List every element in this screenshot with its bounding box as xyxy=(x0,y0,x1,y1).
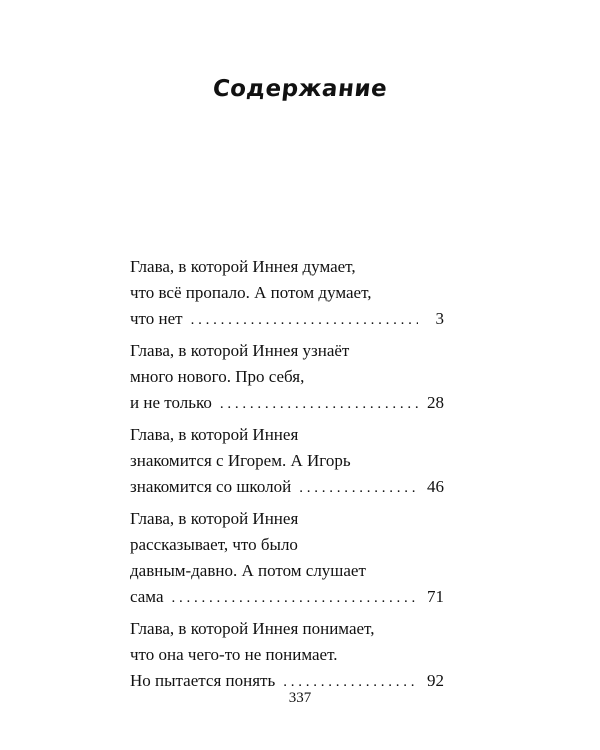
dot-leader xyxy=(191,307,418,333)
toc-page-number: 71 xyxy=(427,587,444,606)
toc-entry xyxy=(130,338,444,416)
toc-entry-line: знакомится с Игорем. А Игорь xyxy=(130,451,351,470)
toc-page-number: 28 xyxy=(427,393,444,412)
toc-entry-line: Глава, в которой Иннея xyxy=(130,509,299,528)
toc-entry-line: и не только xyxy=(130,393,212,412)
toc-entry-line: знакомится со школой xyxy=(130,477,292,496)
dot-leader xyxy=(299,475,418,501)
toc-entry-line: много нового. Про себя, xyxy=(130,367,305,386)
page-title: Содержание xyxy=(211,76,389,102)
toc-entry xyxy=(130,254,444,332)
toc-entry-line: рассказывает, что было xyxy=(130,535,298,554)
toc-entry xyxy=(130,506,444,610)
dot-leader xyxy=(172,585,419,611)
toc-entry-line: Глава, в которой Иннея узнаёт xyxy=(130,341,350,360)
toc-page-number: 3 xyxy=(435,309,444,328)
toc-entry-line: Глава, в которой Иннея xyxy=(130,425,299,444)
toc-entry-line: Но пытается понять xyxy=(130,671,276,690)
toc-page-number: 46 xyxy=(427,477,444,496)
toc-entry-line: что она чего-то не понимает. xyxy=(130,645,338,664)
toc-entry-line: Глава, в которой Иннея думает, xyxy=(130,257,356,276)
toc-entry-line: давным-давно. А потом слушает xyxy=(130,561,366,580)
toc-entry-line: Глава, в которой Иннея понимает, xyxy=(130,619,375,638)
toc-page-number: 92 xyxy=(427,671,444,690)
toc-entry-line: что всё пропало. А потом думает, xyxy=(130,283,372,302)
toc-entry-line: что нет xyxy=(130,309,183,328)
toc-entry-line: сама xyxy=(130,587,164,606)
dot-leader xyxy=(220,391,418,417)
toc-entry xyxy=(130,616,444,694)
toc-entry xyxy=(130,422,444,500)
page-number: 337 xyxy=(288,690,312,706)
table-of-contents xyxy=(130,254,444,700)
